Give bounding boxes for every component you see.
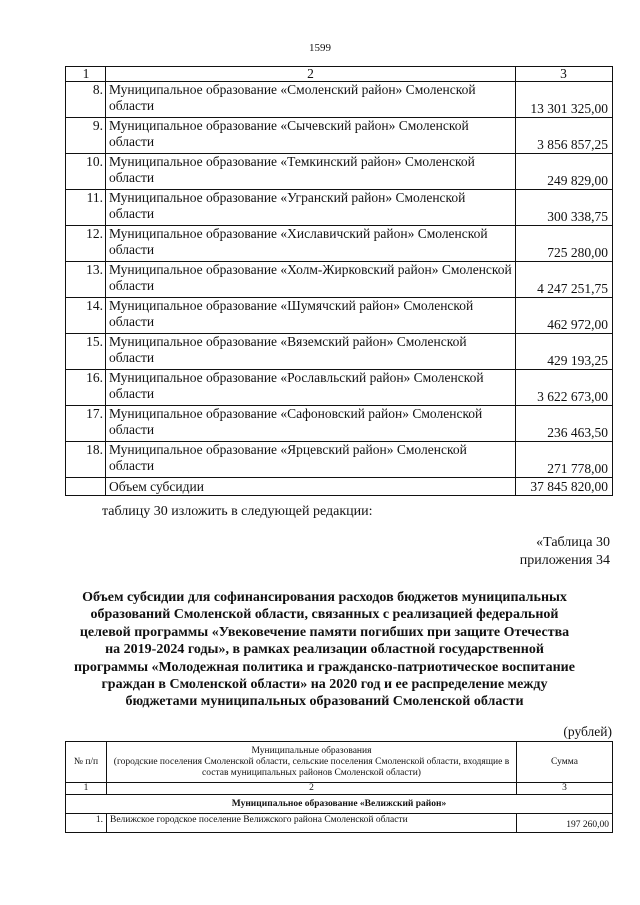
total-label: Объем субсидии (106, 478, 516, 496)
row-number: 14. (66, 298, 106, 334)
group-header-row (66, 795, 613, 814)
table-title: Объем субсидии для софинансирования расходов бюджетов муниципальных образований Смоленской области, связанных с реализацией федеральной целевой программы «Увековечение памяти погибших при защите Отечества на 2019-2024 годы», в рамках реализации областной государственной программы «Молодежная политика и гражданско-патриотическое воспитание граждан в Смоленской области» на 2020 год и ее распределение между бюджетами муниципальных образований Смоленской области (74, 590, 575, 710)
column-header-number: № п/п (66, 742, 107, 783)
units-label: (рублей) (563, 724, 612, 739)
table-row (66, 370, 613, 406)
amendment-instruction: таблицу 30 изложить в следующей редакции: (102, 504, 373, 519)
table-row (66, 298, 613, 334)
row-number: 12. (66, 226, 106, 262)
municipality-name: Муниципальное образование «Угранский район» Смоленской области (106, 190, 516, 226)
subsidy-amount: 462 972,00 (516, 298, 613, 334)
column-index-row (66, 783, 613, 795)
row-number: 17. (66, 406, 106, 442)
row-number: 11. (66, 190, 106, 226)
subsidy-distribution-table (65, 741, 613, 833)
subsidy-amount: 429 193,25 (516, 334, 613, 370)
table-row (66, 226, 613, 262)
municipality-name: Муниципальное образование «Шумячский район» Смоленской области (106, 298, 516, 334)
group-header: Муниципальное образование «Велижский район» (66, 795, 613, 814)
table-row (66, 406, 613, 442)
column-header-name (107, 742, 517, 783)
municipality-name: Муниципальное образование «Сычевский район» Смоленской области (106, 118, 516, 154)
column-index: 1 (66, 783, 107, 795)
row-number: 9. (66, 118, 106, 154)
subsidy-amount: 3 622 673,00 (516, 370, 613, 406)
table-header-row (66, 742, 613, 783)
municipality-name: Муниципальное образование «Темкинский район» Смоленской области (106, 154, 516, 190)
table-row (66, 334, 613, 370)
municipality-name: Муниципальное образование «Смоленский район» Смоленской области (106, 82, 516, 118)
caption-table-number: «Таблица 30 (536, 535, 610, 550)
column-header-number: 1 (66, 67, 106, 82)
subsidy-amount: 197 260,00 (517, 814, 613, 833)
table-row (66, 190, 613, 226)
caption-appendix-number: приложения 34 (519, 553, 610, 568)
column-header-name-main: Муниципальные образования (251, 745, 372, 756)
column-header-name: 2 (106, 67, 516, 82)
column-index: 3 (517, 783, 613, 795)
table-row (66, 82, 613, 118)
subsidy-amount: 236 463,50 (516, 406, 613, 442)
row-number: 13. (66, 262, 106, 298)
table-row (66, 154, 613, 190)
table-row (66, 442, 613, 478)
table-row (66, 262, 613, 298)
total-number-cell (66, 478, 106, 496)
column-header-sum: Сумма (517, 742, 613, 783)
municipality-name: Муниципальное образование «Холм-Жирковский район» Смоленской области (106, 262, 516, 298)
subsidy-amount: 4 247 251,75 (516, 262, 613, 298)
subsidy-amount: 271 778,00 (516, 442, 613, 478)
row-number: 16. (66, 370, 106, 406)
total-amount: 37 845 820,00 (516, 478, 613, 496)
subsidy-amount: 725 280,00 (516, 226, 613, 262)
table-caption (520, 534, 610, 570)
municipality-name: Муниципальное образование «Вяземский район» Смоленской области (106, 334, 516, 370)
settlement-name: Велижское городское поселение Велижского района Смоленской области (107, 814, 517, 833)
row-number: 18. (66, 442, 106, 478)
subsidy-amount: 249 829,00 (516, 154, 613, 190)
row-number: 1. (66, 814, 107, 833)
municipality-name: Муниципальное образование «Сафоновский район» Смоленской области (106, 406, 516, 442)
total-row (66, 478, 613, 496)
table-row (66, 814, 613, 833)
municipality-name: Муниципальное образование «Рославльский район» Смоленской области (106, 370, 516, 406)
subsidy-amount: 13 301 325,00 (516, 82, 613, 118)
subsidy-amount: 300 338,75 (516, 190, 613, 226)
column-header-name-sub: (городские поселения Смоленской области, сельские поселения Смоленской области, входящие в состав муниципальных районов Смоленской области) (113, 756, 510, 778)
municipality-name: Муниципальное образование «Хиславичский район» Смоленской области (106, 226, 516, 262)
row-number: 10. (66, 154, 106, 190)
municipality-name: Муниципальное образование «Ярцевский район» Смоленской области (106, 442, 516, 478)
column-index: 2 (107, 783, 517, 795)
row-number: 8. (66, 82, 106, 118)
subsidy-amount: 3 856 857,25 (516, 118, 613, 154)
page-number: 1599 (309, 42, 331, 54)
subsidy-table-continued (65, 66, 613, 496)
table-header-row (66, 67, 613, 82)
row-number: 15. (66, 334, 106, 370)
table-row (66, 118, 613, 154)
column-header-amount: 3 (516, 67, 613, 82)
